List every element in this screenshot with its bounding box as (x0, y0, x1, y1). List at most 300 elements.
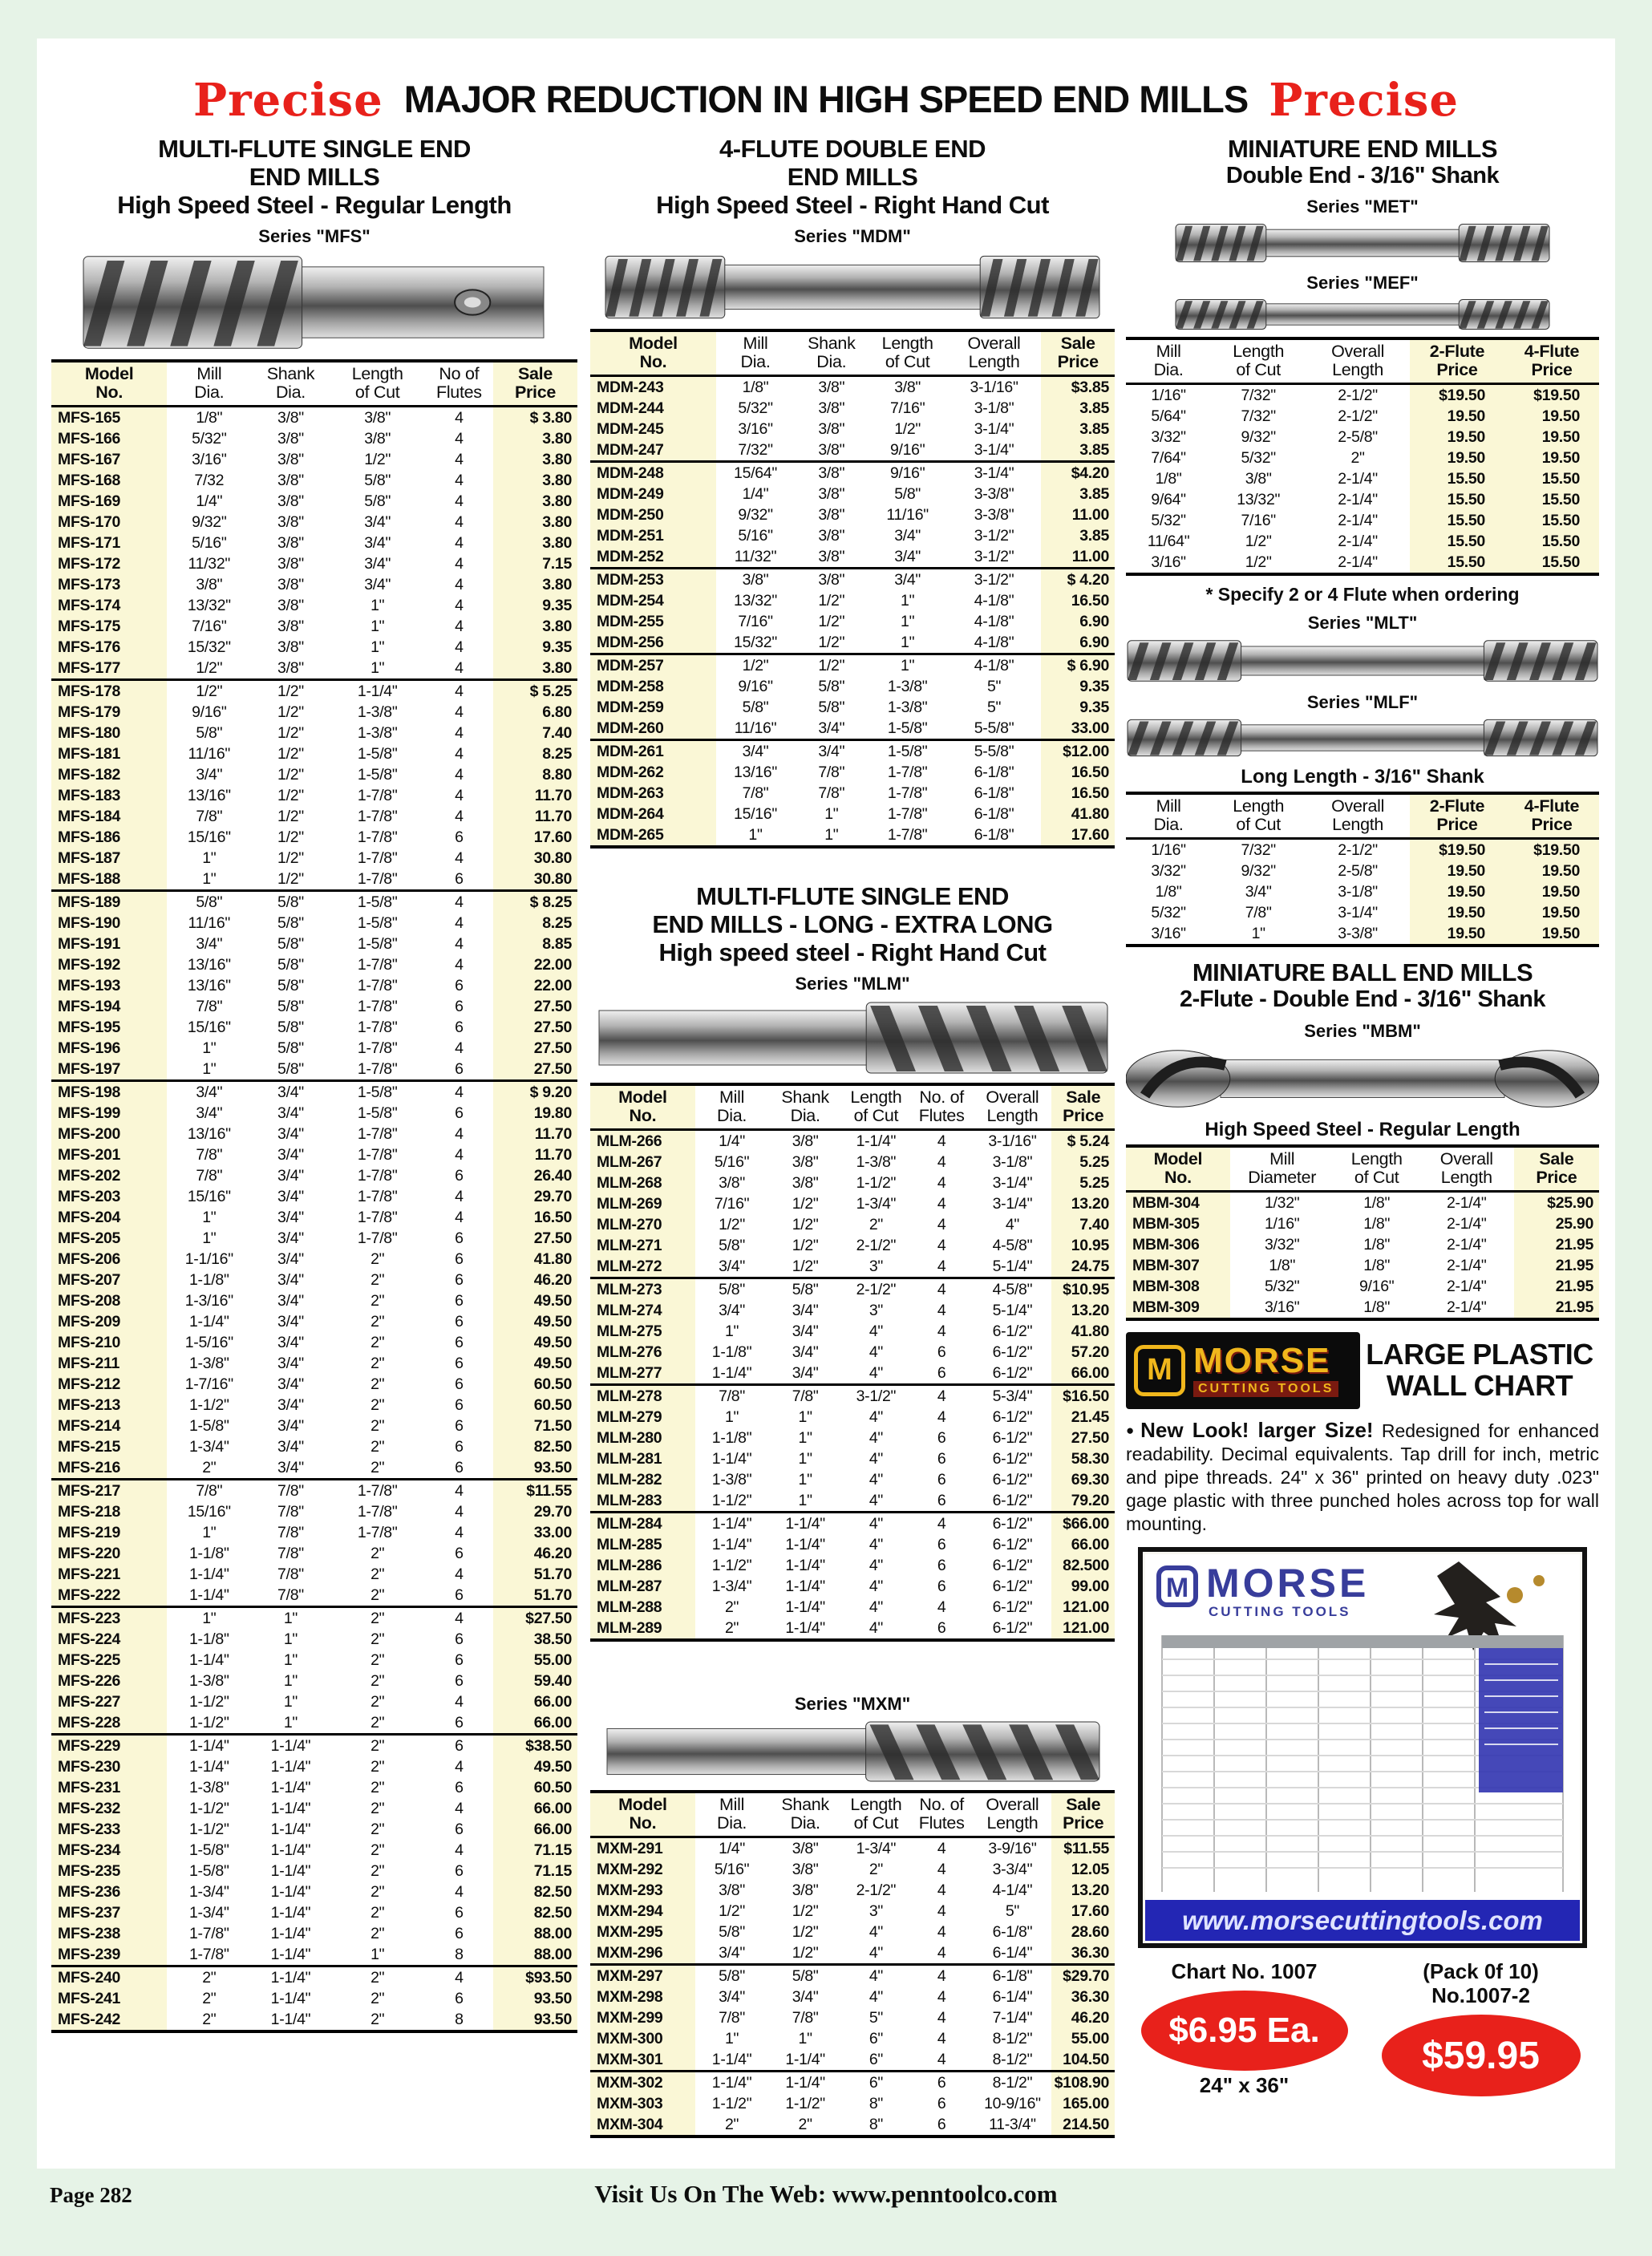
mdm-heading-line2: END MILLS (787, 163, 918, 192)
chart-logo-word: MORSE (1206, 1561, 1370, 1606)
table-cell: 16.50 (1041, 783, 1115, 804)
table-cell: 3-1/2" (842, 1385, 910, 1407)
table-cell: 10-9/16" (984, 2095, 1041, 2113)
table-cell: 5-5/8" (947, 740, 1042, 763)
table-cell: MLM-269 (590, 1193, 695, 1214)
table-row (590, 1837, 1115, 1860)
table-cell: MFS-228 (51, 1712, 167, 1735)
table-cell: 3/8" (818, 399, 845, 418)
table-cell: 1" (251, 1607, 330, 1630)
table-cell: 4" (869, 1619, 883, 1638)
table-cell: MXM-294 (590, 1901, 695, 1922)
table-cell: 82.50 (493, 1902, 577, 1923)
table-cell: MFS-190 (51, 913, 167, 934)
table-cell: $19.50 (1410, 384, 1504, 407)
table-cell: 1" (724, 1408, 739, 1427)
table-cell: MLM-280 (590, 1428, 695, 1448)
table-cell: 3/8" (818, 420, 845, 439)
table-cell: MLM-267 (590, 1152, 695, 1173)
table-cell: $66.00 (1051, 1513, 1115, 1535)
table-cell: 1/8" (1363, 1235, 1391, 1254)
table-cell: MFS-176 (51, 637, 167, 658)
column-header: Length of Cut (869, 330, 947, 376)
table-cell: 6 (455, 1925, 464, 1943)
table-cell: 5.25 (1051, 1152, 1115, 1173)
table-cell: 1/8" (1363, 1256, 1391, 1274)
table-cell: 4 (455, 935, 464, 954)
table-cell: 1-5/8" (869, 740, 947, 763)
table-row (51, 1207, 577, 1228)
table-row (590, 718, 1115, 740)
table-cell: 4 (455, 659, 464, 678)
column-middle (590, 135, 1115, 2138)
table-cell: 6-1/2" (992, 1322, 1033, 1341)
table-cell: 5/8" (251, 891, 330, 913)
table-cell: 1/8" (1363, 1298, 1391, 1316)
table-cell: 1-7/8" (357, 956, 398, 974)
table-cell: 4 (937, 1322, 946, 1341)
table-cell: 1-3/8" (357, 724, 398, 743)
table-cell: 7/8" (792, 2009, 819, 2027)
column-header: Shank Dia. (795, 330, 869, 376)
table-cell: MFS-202 (51, 1165, 167, 1186)
table-cell: 79.20 (1051, 1490, 1115, 1513)
table-cell: 66.00 (1051, 1534, 1115, 1555)
table-cell: $3.85 (1041, 376, 1115, 399)
table-cell: MFS-174 (51, 595, 167, 616)
table-cell: 7/8" (277, 1524, 304, 1542)
table-cell: 55.00 (493, 1650, 577, 1671)
table-cell: 2" (330, 1607, 425, 1630)
table-cell: 8" (869, 2095, 883, 2113)
table-cell: $93.50 (493, 1966, 577, 1989)
table-cell: 1" (798, 1492, 812, 1510)
table-cell: 1-1/4" (711, 2051, 752, 2069)
table-cell: 1-3/8" (711, 1471, 752, 1489)
table-cell: 2-1/4" (1446, 1298, 1487, 1316)
table-cell: 1" (202, 1229, 217, 1248)
table-row (590, 1534, 1115, 1555)
table-cell: 4 (455, 1188, 464, 1206)
table-cell: 4 (937, 1302, 946, 1320)
mdm-table (590, 329, 1115, 849)
table-cell: 4 (455, 409, 464, 427)
table-cell: 1" (283, 1630, 298, 1649)
table-cell: 5/8" (277, 1060, 304, 1079)
table-cell: 5/8" (277, 1039, 304, 1058)
table-cell: MLM-281 (590, 1448, 695, 1469)
table-cell: MFS-219 (51, 1522, 167, 1543)
table-cell: 1-1/4" (189, 1313, 229, 1331)
table-cell: 1-7/8" (357, 1229, 398, 1248)
table-cell: 6-1/2" (992, 1450, 1033, 1468)
table-cell: MFS-217 (51, 1480, 167, 1502)
mbm-caption: High Speed Steel - Regular Length (1205, 1118, 1520, 1140)
table-cell: 4-5/8" (973, 1278, 1051, 1301)
table-cell: 4 (910, 1513, 973, 1535)
table-cell: 8-1/2" (973, 2072, 1051, 2094)
table-cell: 6-1/8" (974, 826, 1014, 844)
table-cell: 9/32" (738, 506, 773, 525)
table-cell: 5/8" (768, 1278, 842, 1301)
table-cell: 1/2" (719, 1216, 745, 1234)
table-cell: $11.55 (1051, 1837, 1115, 1860)
table-row (51, 1457, 577, 1480)
table-cell: $12.00 (1041, 740, 1115, 763)
table-row (590, 569, 1115, 591)
table-cell: 4" (869, 1988, 883, 2007)
table-cell: 11.70 (493, 1124, 577, 1144)
table-cell: 9/16" (869, 462, 947, 484)
table-cell: 4 (455, 451, 464, 469)
table-cell: 21.95 (1514, 1234, 1599, 1255)
table-cell: 6 (937, 2116, 946, 2134)
table-cell: 2" (1350, 449, 1365, 468)
table-row (1126, 902, 1599, 923)
table-cell: 1/16" (1151, 387, 1186, 405)
table-cell: 121.00 (1051, 1618, 1115, 1640)
table-row (51, 1923, 577, 1944)
table-row (590, 2072, 1115, 2094)
table-cell: MFS-229 (51, 1735, 167, 1757)
table-cell: 1" (748, 826, 763, 844)
table-cell: MDM-252 (590, 546, 716, 569)
table-row (51, 595, 577, 616)
table-cell: 3/4" (196, 766, 223, 784)
table-cell: MLM-287 (590, 1576, 695, 1597)
table-cell: 5/8" (695, 1965, 769, 1987)
table-cell: 1/2" (792, 1237, 819, 1255)
morse-promo-header (1126, 1332, 1599, 1409)
table-cell: 2" (370, 1375, 385, 1394)
table-cell: 66.00 (1051, 1363, 1115, 1385)
table-cell: $19.50 (1504, 839, 1599, 861)
table-cell: 9/16" (738, 678, 773, 696)
table-cell: 1" (798, 1471, 812, 1489)
table-cell: 93.50 (493, 2009, 577, 2031)
table-cell: 4" (869, 1343, 883, 1362)
table-cell: 6 (455, 1334, 464, 1352)
table-cell: 1-1/4" (695, 1513, 769, 1535)
table-cell: 6 (455, 1779, 464, 1797)
table-cell: $38.50 (493, 1735, 577, 1757)
table-cell: 1-1/4" (270, 1841, 311, 1860)
table-cell: 4-1/8" (974, 592, 1014, 610)
table-cell: 6-1/2" (992, 1619, 1033, 1638)
table-cell: 4 (425, 1480, 493, 1502)
table-cell: 6 (910, 2072, 973, 2094)
table-cell: 4-1/8" (947, 654, 1042, 677)
table-cell: 3/4" (795, 740, 869, 763)
table-cell: 1" (824, 826, 839, 844)
table-cell: 1/8" (1363, 1193, 1391, 1212)
table-cell: MFS-165 (51, 407, 167, 429)
table-cell: 5/64" (1151, 407, 1186, 426)
table-cell: 6-1/2" (973, 1513, 1051, 1535)
table-cell: 1/2" (251, 680, 330, 703)
table-cell: MFS-175 (51, 616, 167, 637)
table-cell: 4 (455, 1883, 464, 1902)
table-cell: 2" (370, 1250, 385, 1269)
table-row (590, 1448, 1115, 1469)
table-cell: 1-7/8" (357, 1039, 398, 1058)
table-cell: 3/4" (277, 1292, 304, 1310)
table-cell: 6 (455, 1459, 464, 1477)
table-cell: MLM-275 (590, 1321, 695, 1342)
table-cell: 4 (455, 492, 464, 511)
met-mef-table (1126, 337, 1599, 576)
table-cell: 4" (869, 1944, 883, 1962)
table-cell: 6-1/8" (974, 763, 1014, 782)
table-cell: 2-5/8" (1338, 428, 1378, 447)
table-row (1126, 923, 1599, 946)
chart-number-label: Chart No. 1007 (1171, 1959, 1318, 1984)
table-cell: 6 (937, 1619, 946, 1638)
table-cell: 3/4" (277, 1167, 304, 1185)
table-cell: 4 (455, 472, 464, 490)
table-cell: 6 (455, 1313, 464, 1331)
table-cell: 38.50 (493, 1629, 577, 1650)
long-length-table (1126, 792, 1599, 947)
mfs-table (51, 359, 577, 2033)
table-cell: 8" (869, 2116, 883, 2134)
table-cell: 7/8" (818, 763, 845, 782)
table-cell: 1/2" (277, 828, 304, 847)
column-header: Model No. (590, 1084, 695, 1130)
table-cell: 5-1/4" (992, 1258, 1033, 1276)
table-cell: 6 (937, 1364, 946, 1383)
table-cell: MDM-247 (590, 439, 716, 462)
table-cell: $16.50 (1051, 1385, 1115, 1407)
table-row (51, 616, 577, 637)
table-cell: 13.20 (1051, 1300, 1115, 1321)
table-cell: MFS-237 (51, 1902, 167, 1923)
table-row (590, 611, 1115, 632)
table-cell: 1" (370, 1946, 385, 1964)
table-cell: 6" (869, 2030, 883, 2048)
table-cell: 3/8" (792, 1132, 819, 1151)
table-cell: 6 (455, 1229, 464, 1248)
table-cell: 2" (370, 1396, 385, 1415)
table-row (51, 1103, 577, 1124)
table-cell: 3/8" (277, 659, 304, 678)
table-row (51, 553, 577, 574)
table-cell: 6-1/8" (974, 784, 1014, 803)
table-cell: 51.70 (493, 1564, 577, 1585)
table-cell: MLM-283 (590, 1490, 695, 1513)
table-cell: 4 (455, 1146, 464, 1164)
table-cell: 1/2" (167, 680, 251, 703)
table-row (590, 1965, 1115, 1987)
table-cell: 4 (455, 576, 464, 594)
table-cell: 71.50 (493, 1416, 577, 1436)
table-cell: 4 (455, 1758, 464, 1776)
table-cell: 8-1/2" (992, 2030, 1033, 2048)
table-cell: 3/4" (364, 534, 391, 553)
table-cell: 6 (937, 1536, 946, 1554)
table-cell: 5/32" (1151, 512, 1186, 530)
table-cell: 1-1/2" (711, 1492, 752, 1510)
table-cell: 4" (869, 1429, 883, 1448)
table-cell: 46.20 (1051, 2007, 1115, 2028)
table-cell: 7/8" (818, 784, 845, 803)
table-cell: 7/8" (277, 1503, 304, 1521)
table-cell: 6-1/2" (992, 1536, 1033, 1554)
table-row (590, 1256, 1115, 1278)
table-cell: 57.20 (1051, 1342, 1115, 1363)
table-cell: 6-1/2" (992, 1343, 1033, 1362)
table-cell: 8.25 (493, 743, 577, 764)
table-cell: MFS-224 (51, 1629, 167, 1650)
table-row (590, 697, 1115, 718)
table-cell: MBM-306 (1126, 1234, 1230, 1255)
table-cell: 2" (370, 1800, 385, 1818)
table-cell: MLM-274 (590, 1300, 695, 1321)
table-cell: 3/8" (818, 379, 845, 397)
table-row (51, 996, 577, 1017)
table-cell: 6 (455, 1396, 464, 1415)
table-cell: 1" (798, 1450, 812, 1468)
table-cell: 3/8" (894, 379, 921, 397)
table-cell: 3/8" (792, 1881, 819, 1900)
table-cell: 2" (370, 1862, 385, 1881)
table-cell: MLM-277 (590, 1363, 695, 1385)
table-cell: 49.50 (493, 1290, 577, 1311)
table-row (51, 1249, 577, 1270)
table-cell: 4 (455, 787, 464, 805)
table-cell: 7/8" (695, 1385, 769, 1407)
table-cell: 11.00 (1041, 504, 1115, 525)
table-cell: 4 (937, 1174, 946, 1193)
table-row (51, 1228, 577, 1249)
table-cell: 4 (455, 1693, 464, 1711)
table-row (51, 1944, 577, 1966)
table-row (590, 1235, 1115, 1256)
table-cell: 11/64" (1147, 533, 1190, 551)
wall-chart-headline (1360, 1339, 1599, 1402)
table-cell: 5/8" (277, 956, 304, 974)
table-cell: 2" (370, 1459, 385, 1477)
table-cell: 1/4" (196, 492, 223, 511)
table-cell: 1" (724, 1322, 739, 1341)
header-row (1126, 793, 1599, 839)
table-cell: 6 (455, 1019, 464, 1037)
table-row (51, 1353, 577, 1374)
mef-series-label: Series "MEF" (1306, 273, 1419, 294)
table-cell: 1-1/4" (189, 1586, 229, 1605)
table-row (1126, 468, 1599, 489)
table-cell: 3/16" (192, 451, 227, 469)
table-cell: 9.35 (493, 595, 577, 616)
table-cell: 24.75 (1051, 1256, 1115, 1278)
table-cell: 19.50 (1410, 902, 1504, 923)
table-cell: MDM-254 (590, 590, 716, 611)
table-cell: MDM-251 (590, 525, 716, 546)
table-row (51, 1059, 577, 1081)
table-cell: 5/16" (192, 534, 227, 553)
table-cell: 1-7/8" (357, 1167, 398, 1185)
table-cell: 5/8" (277, 998, 304, 1016)
table-cell: 3/4" (277, 1313, 304, 1331)
table-cell: 1/8" (1363, 1214, 1391, 1233)
table-cell: 11/16" (734, 719, 777, 738)
table-cell: 36.30 (1051, 1942, 1115, 1965)
table-cell: 9.35 (1041, 676, 1115, 697)
table-row (51, 934, 577, 954)
table-row (1126, 448, 1599, 468)
table-cell: 1" (283, 1693, 298, 1711)
table-row (1126, 1234, 1599, 1255)
table-cell: 6" (869, 2051, 883, 2069)
table-cell: 3/8" (277, 430, 304, 448)
table-cell: MDM-257 (590, 654, 716, 677)
table-row (590, 1513, 1115, 1535)
table-cell: 3.85 (1041, 439, 1115, 462)
table-row (51, 1840, 577, 1861)
table-cell: 4 (937, 1923, 946, 1942)
table-cell: 7/8" (251, 1480, 330, 1502)
table-row (51, 954, 577, 975)
table-cell: 6 (937, 1429, 946, 1448)
table-cell: MFS-182 (51, 764, 167, 785)
table-cell: 13/16" (187, 956, 231, 974)
table-cell: 1-7/8" (357, 998, 398, 1016)
table-cell: $11.55 (493, 1480, 577, 1502)
table-cell: 2" (370, 1883, 385, 1902)
table-cell: 1-1/2" (189, 1800, 229, 1818)
table-cell: 3/8" (818, 527, 845, 545)
table-row (51, 680, 577, 703)
table-cell: MLM-278 (590, 1385, 695, 1407)
table-row (51, 869, 577, 891)
table-cell: MXM-302 (590, 2072, 695, 2094)
table-row (590, 2093, 1115, 2114)
table-row (51, 1671, 577, 1691)
table-cell: 2" (370, 1292, 385, 1310)
column-header: Model No. (51, 361, 167, 407)
table-row (51, 785, 577, 806)
table-row (590, 2007, 1115, 2028)
table-cell: 1-7/8" (357, 1209, 398, 1227)
table-row (51, 1311, 577, 1332)
table-row (590, 419, 1115, 439)
table-cell: 1-1/2" (785, 2095, 825, 2113)
table-cell: 27.50 (493, 996, 577, 1017)
table-row (590, 1942, 1115, 1965)
table-row (51, 1332, 577, 1353)
table-row (51, 1290, 577, 1311)
table-cell: 4 (455, 1800, 464, 1818)
table-cell: 3-1/4" (947, 462, 1042, 484)
table-cell: 2" (370, 1313, 385, 1331)
table-cell: 1/16" (1265, 1214, 1300, 1233)
table-row (51, 1480, 577, 1502)
table-cell: 4" (869, 1536, 883, 1554)
table-cell: 15.50 (1410, 468, 1504, 489)
table-cell: 6 (455, 1862, 464, 1881)
table-cell: 1-3/4" (189, 1883, 229, 1902)
table-cell: 3/8" (196, 576, 223, 594)
table-cell: 1-5/8" (357, 935, 398, 954)
table-cell: $27.50 (493, 1607, 577, 1630)
table-cell: 1-7/8" (189, 1946, 229, 1964)
table-cell: 1-1/2" (711, 1557, 752, 1575)
table-cell: 71.15 (493, 1861, 577, 1881)
price-pack-text: $59.95 (1422, 2034, 1540, 2077)
table-cell: 3/4" (277, 1250, 304, 1269)
table-cell: 5/8" (277, 1019, 304, 1037)
table-cell: MXM-295 (590, 1922, 695, 1942)
